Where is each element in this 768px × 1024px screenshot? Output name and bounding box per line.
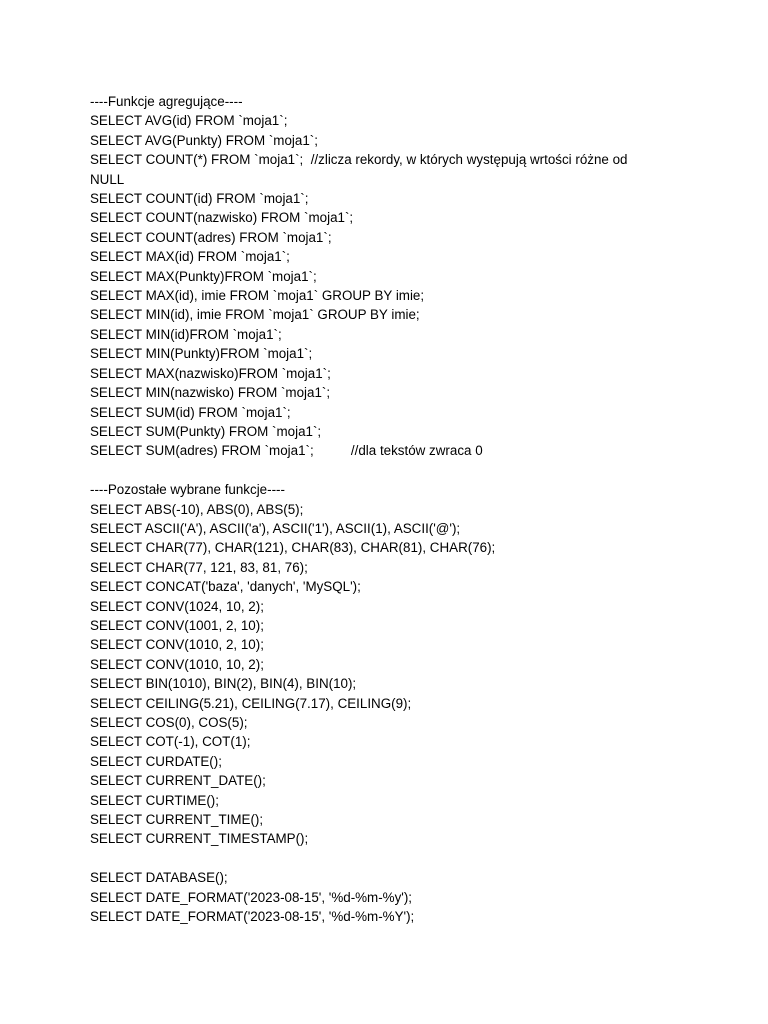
code-line: SELECT CURTIME();: [90, 792, 219, 808]
code-line: SELECT CURRENT_TIMESTAMP();: [90, 831, 309, 847]
code-line: SELECT AVG(Punkty) FROM `moja1`;: [90, 132, 318, 148]
code-line: SELECT CURRENT_DATE();: [90, 773, 266, 789]
code-line: SELECT CONV(1010, 2, 10);: [90, 637, 264, 653]
code-line: SELECT SUM(adres) FROM `moja1`; //dla tekstów zwraca 0: [90, 443, 483, 459]
code-line: SELECT AVG(id) FROM `moja1`;: [90, 113, 288, 129]
blank-line: [90, 849, 690, 868]
code-line: SELECT MIN(nazwisko) FROM `moja1`;: [90, 385, 331, 401]
code-line: SELECT COUNT(nazwisko) FROM `moja1`;: [90, 210, 354, 226]
document-page: [90, 92, 690, 926]
code-line: SELECT MIN(id)FROM `moja1`;: [90, 326, 282, 342]
code-line: SELECT MAX(id), imie FROM `moja1` GROUP BY imie;: [90, 288, 425, 304]
code-line: SELECT CONV(1024, 10, 2);: [90, 598, 264, 614]
code-line: SELECT ASCII('A'), ASCII('a'), ASCII('1'), ASCII(1), ASCII('@');: [90, 520, 461, 536]
section-heading-aggregate-functions: ----Funkcje agregujące----: [90, 94, 243, 109]
code-line: SELECT COUNT(*) FROM `moja1`; //zlicza rekordy, w których występują wrtości różne od: [90, 152, 628, 168]
code-line: SELECT CURRENT_TIME();: [90, 812, 264, 828]
code-line: SELECT COS(0), COS(5);: [90, 714, 248, 730]
code-line: SELECT CURDATE();: [90, 753, 222, 769]
code-line: SELECT COUNT(id) FROM `moja1`;: [90, 191, 309, 207]
code-line: SELECT MIN(id), imie FROM `moja1` GROUP BY imie;: [90, 307, 420, 323]
code-line: SELECT BIN(1010), BIN(2), BIN(4), BIN(10);: [90, 676, 357, 692]
code-line: SELECT MAX(Punkty)FROM `moja1`;: [90, 268, 317, 284]
code-line: SELECT MAX(id) FROM `moja1`;: [90, 249, 290, 265]
code-line: SELECT CEILING(5.21), CEILING(7.17), CEILING(9);: [90, 695, 412, 711]
code-line: SELECT DATE_FORMAT('2023-08-15', '%d-%m-%Y');: [90, 909, 415, 925]
code-line: SELECT CONV(1001, 2, 10);: [90, 617, 264, 633]
code-line: SELECT SUM(id) FROM `moja1`;: [90, 404, 291, 420]
code-line: SELECT DATABASE();: [90, 870, 228, 886]
code-line: SELECT COT(-1), COT(1);: [90, 734, 251, 750]
blank-line: [90, 461, 690, 480]
code-line-continuation: NULL: [90, 171, 125, 187]
code-line: SELECT CHAR(77, 121, 83, 81, 76);: [90, 559, 308, 575]
code-line: SELECT CONV(1010, 10, 2);: [90, 656, 264, 672]
section-heading-other-functions: ----Pozostałe wybrane funkcje----: [90, 482, 285, 498]
code-line: SELECT MIN(Punkty)FROM `moja1`;: [90, 346, 313, 362]
code-line: SELECT DATE_FORMAT('2023-08-15', '%d-%m-%y');: [90, 889, 413, 905]
code-line: SELECT ABS(-10), ABS(0), ABS(5);: [90, 501, 304, 517]
code-line: SELECT MAX(nazwisko)FROM `moja1`;: [90, 365, 331, 381]
code-line: SELECT CHAR(77), CHAR(121), CHAR(83), CHAR(81), CHAR(76);: [90, 540, 496, 556]
code-line: SELECT COUNT(adres) FROM `moja1`;: [90, 229, 332, 245]
code-line: SELECT CONCAT('baza', 'danych', 'MySQL');: [90, 579, 361, 595]
code-line: SELECT SUM(Punkty) FROM `moja1`;: [90, 423, 322, 439]
